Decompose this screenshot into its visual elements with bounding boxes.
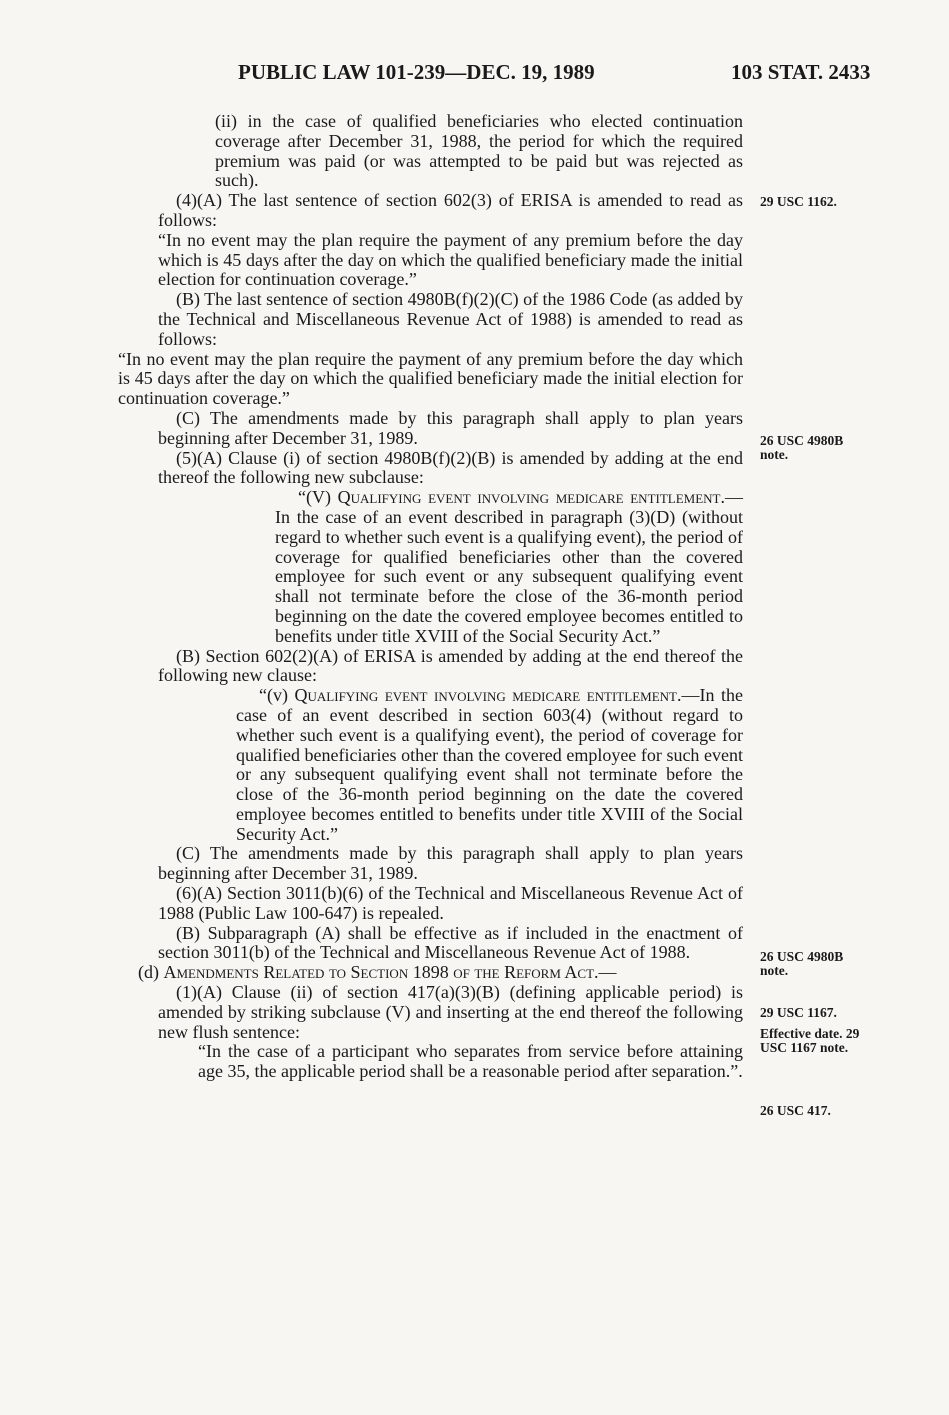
section-caption: Qualifying event involving medicare entitlement.: [294, 685, 682, 706]
page-header: [0, 60, 949, 90]
paragraph: (C) The amendments made by this paragraph shall apply to plan years beginning after December 31, 1989.: [158, 843, 743, 884]
paragraph: (1)(A) Clause (ii) of section 417(a)(3)(B) (defining applicable period) is amended by striking subclause (V) and inserting at the end thereof the following new flush sentence:: [158, 982, 743, 1042]
paragraph: (B) Subparagraph (A) shall be effective as if included in the enactment of section 3011(b) of the Technical and Miscellaneous Revenue Act of 1988.: [158, 922, 743, 963]
paragraph: (B) The last sentence of section 4980B(f)(2)(C) of the 1986 Code (as added by the Technical and Miscellaneous Revenue Act of 1988) is amended to read as follows:: [158, 289, 744, 349]
paragraph-text: —In the case of an event described in paragraph (3)(D) (without regard to whether such event is a qualifying event), the period of coverage for qualified beneficiaries other than the covered employee for such event or any subsequent qualifying event shall not terminate before the close of the 36-month period beginning on the date the covered employee becomes entitled to benefits under title XVIII of the Social Security Act.”: [275, 487, 743, 646]
margin-note: 29 USC 1167.: [760, 1005, 837, 1020]
margin-note: 26 USC 4980B note.: [760, 433, 844, 462]
quote-lead: “(V): [298, 487, 338, 508]
quote-lead: “(v): [259, 685, 295, 706]
margin-note: Effective date. 29 USC 1167 note.: [760, 1026, 860, 1055]
paragraph: “In the case of a participant who separates from service before attaining age 35, the applicable period shall be a reasonable period after separation.”.: [198, 1041, 743, 1082]
stat-page-number: 103 STAT. 2433: [731, 60, 871, 84]
paragraph: (ii) in the case of qualified beneficiaries who elected continuation coverage after December 31, 1988, the period for which the required premium was paid (or was attempted to be paid but was rejected as such).: [215, 111, 743, 191]
document-body: [118, 112, 743, 1082]
margin-note: 29 USC 1162.: [760, 194, 837, 209]
paragraph: (5)(A) Clause (i) of section 4980B(f)(2)(B) is amended by adding at the end thereof the following new subclause:: [158, 447, 743, 488]
paragraph-text: —In the case of an event described in section 603(4) (without regard to whether such event is a qualifying event), the period of coverage for qualified beneficiaries other than the covered employee for such event or any subsequent qualifying event shall not terminate before the close of the 36-month period beginning on the date the covered employee becomes entitled to benefits under title XVIII of the Social Security Act.”: [236, 685, 743, 844]
paragraph: (B) Section 602(2)(A) of ERISA is amended by adding at the end thereof the following new clause:: [158, 645, 743, 686]
paragraph: [138, 963, 743, 983]
section-caption: Qualifying event involving medicare entitlement.: [337, 487, 725, 508]
page-title: PUBLIC LAW 101-239—DEC. 19, 1989: [238, 60, 595, 84]
paragraph-text: —: [598, 962, 617, 983]
paragraph: “In no event may the plan require the payment of any premium before the day which is 45 days after the day on which the qualified beneficiary made the initial election for continuation coverage.”: [158, 229, 743, 290]
paragraph: (4)(A) The last sentence of section 602(3) of ERISA is amended to read as follows:: [158, 190, 743, 230]
paragraph: (C) The amendments made by this paragraph shall apply to plan years beginning after December 31, 1989.: [158, 407, 743, 448]
margin-note: 26 USC 4980B note.: [760, 949, 844, 978]
paragraph: “In no event may the plan require the payment of any premium before the day which is 45 days after the day on which the qualified beneficiary made the initial election for continuation coverage.”: [118, 348, 743, 409]
margin-note: 26 USC 417.: [760, 1103, 831, 1118]
paragraph: [275, 488, 743, 646]
paragraph: (6)(A) Section 3011(b)(6) of the Technical and Miscellaneous Revenue Act of 1988 (Public Law 100-647) is repealed.: [158, 883, 743, 923]
section-caption: Amendments Related to Section 1898 of the Reform Act.: [163, 962, 599, 983]
paragraph: [236, 686, 743, 844]
section-lead: (d): [138, 962, 164, 983]
